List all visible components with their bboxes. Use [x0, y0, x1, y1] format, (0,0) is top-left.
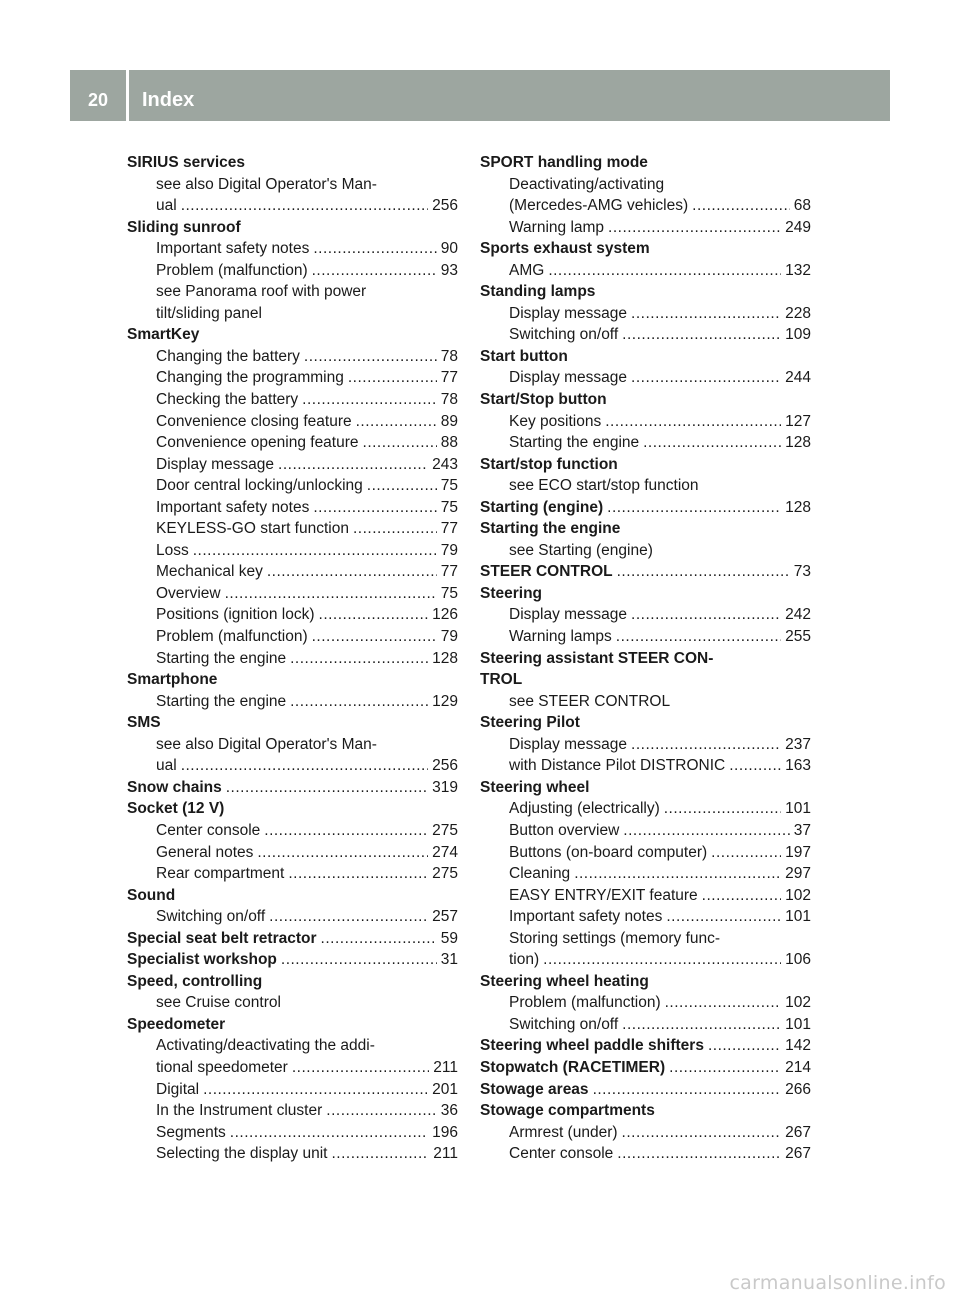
page-reference[interactable]: 109	[785, 326, 811, 344]
index-subentry	[480, 734, 811, 756]
page-reference[interactable]: 90	[440, 240, 458, 258]
entry-label: Display message	[156, 455, 275, 473]
page-reference[interactable]: 244	[785, 369, 811, 387]
leader-dots	[331, 1143, 429, 1165]
entry-label: Button overview	[509, 821, 620, 839]
entry-label: Convenience opening feature	[156, 434, 359, 452]
index-subentry	[127, 195, 458, 217]
page-reference[interactable]: 197	[785, 843, 811, 861]
page-reference[interactable]: 101	[785, 1015, 811, 1033]
leader-dots	[617, 1143, 781, 1165]
entry-label: Important safety notes	[509, 908, 663, 926]
index-subentry	[127, 432, 458, 454]
entry-label: Door central locking/unlocking	[156, 477, 363, 495]
page-reference[interactable]: 266	[785, 1080, 811, 1098]
entry-label: Adjusting (electrically)	[509, 800, 660, 818]
index-column-left	[127, 152, 458, 1165]
entry-label: ual	[156, 757, 177, 775]
index-subentry: see Starting (engine)	[509, 541, 653, 559]
leader-dots	[225, 583, 437, 605]
index-heading: Start/stop function	[480, 455, 618, 473]
index-subentry	[480, 303, 811, 325]
leader-dots	[290, 691, 428, 713]
entry-label: ual	[156, 197, 177, 215]
index-subentry	[480, 324, 811, 346]
index-heading-entry	[127, 949, 458, 971]
index-subentry	[127, 583, 458, 605]
page-number: 20	[87, 90, 109, 110]
leader-dots	[230, 1122, 428, 1144]
index-subentry	[480, 411, 811, 433]
index-heading: Steering	[480, 584, 543, 602]
leader-dots	[312, 260, 437, 282]
index-heading: SmartKey	[127, 326, 200, 344]
index-heading-entry	[127, 928, 458, 950]
leader-dots	[664, 798, 781, 820]
leader-dots	[543, 949, 781, 971]
leader-dots	[631, 734, 781, 756]
leader-dots	[608, 217, 781, 239]
index-subentry	[127, 626, 458, 648]
leader-dots	[643, 432, 781, 454]
page-reference[interactable]: 79	[440, 541, 458, 559]
entry-label: Checking the battery	[156, 391, 299, 409]
index-heading-entry	[480, 561, 811, 583]
leader-dots	[363, 432, 437, 454]
index-heading: Sports exhaust system	[480, 240, 650, 258]
index-subentry: see Panorama roof with power	[156, 283, 367, 301]
page-reference[interactable]: 249	[785, 218, 811, 236]
page-reference[interactable]: 106	[785, 951, 811, 969]
index-subentry	[127, 1057, 458, 1079]
index-heading: Start/Stop button	[480, 391, 607, 409]
index-subentry	[480, 626, 811, 648]
leader-dots	[226, 777, 428, 799]
entry-label: with Distance Pilot DISTRONIC	[509, 757, 726, 775]
index-heading: Starting the engine	[480, 520, 621, 538]
index-subentry	[480, 217, 811, 239]
index-subentry	[127, 518, 458, 540]
entry-label: Starting the engine	[509, 434, 640, 452]
page-reference[interactable]: 78	[440, 347, 458, 365]
entry-label: Mechanical key	[156, 563, 263, 581]
page-reference[interactable]: 128	[785, 434, 811, 452]
leader-dots	[631, 367, 781, 389]
index-subentry	[127, 497, 458, 519]
index-subentry	[480, 906, 811, 928]
index-subentry: Activating/deactivating the addi-	[156, 1037, 375, 1055]
index-subentry	[480, 367, 811, 389]
page-reference[interactable]: 274	[432, 843, 458, 861]
page-reference[interactable]: 256	[432, 197, 458, 215]
page-reference[interactable]: 196	[432, 1123, 458, 1141]
index-subentry	[127, 1122, 458, 1144]
index-heading: Sound	[127, 886, 176, 904]
index-subentry	[480, 432, 811, 454]
index-subentry: see also Digital Operator's Man-	[156, 735, 377, 753]
index-subentry	[127, 260, 458, 282]
leader-dots	[257, 842, 428, 864]
leader-dots	[290, 648, 428, 670]
entry-label: Problem (malfunction)	[156, 628, 308, 646]
page-reference[interactable]: 37	[793, 821, 811, 839]
index-subentry	[480, 949, 811, 971]
leader-dots	[281, 949, 437, 971]
entry-label: Digital	[156, 1080, 200, 1098]
entry-label: Center console	[509, 1145, 614, 1163]
leader-dots	[353, 518, 437, 540]
index-heading: TROL	[480, 671, 523, 689]
index-subentry	[480, 1143, 811, 1165]
entry-label: Display message	[509, 606, 628, 624]
index-heading: Sliding sunroof	[127, 218, 241, 236]
leader-dots	[666, 906, 781, 928]
leader-dots	[292, 1057, 429, 1079]
entry-label: Changing the programming	[156, 369, 344, 387]
entry-label: Armrest (under)	[509, 1123, 618, 1141]
page-reference[interactable]: 31	[440, 951, 458, 969]
index-subentry	[127, 863, 458, 885]
page-reference[interactable]: 78	[440, 391, 458, 409]
page-reference[interactable]: 75	[440, 477, 458, 495]
entry-label: AMG	[509, 261, 545, 279]
index-heading: Speedometer	[127, 1015, 226, 1033]
leader-dots	[548, 260, 781, 282]
index-subentry	[480, 863, 811, 885]
index-subentry	[127, 475, 458, 497]
entry-label: Snow chains	[127, 778, 222, 796]
section-title: Index	[142, 89, 195, 111]
leader-dots	[605, 411, 781, 433]
page-reference[interactable]: 201	[432, 1080, 458, 1098]
page-reference[interactable]: 77	[440, 520, 458, 538]
index-subentry: Storing settings (memory func-	[509, 929, 721, 947]
leader-dots	[278, 454, 428, 476]
leader-dots	[319, 604, 429, 626]
entry-label: Switching on/off	[509, 1015, 619, 1033]
index-heading: SIRIUS services	[127, 154, 246, 171]
page-reference[interactable]: 102	[785, 886, 811, 904]
watermark: carmanualsonline.info	[729, 1272, 946, 1294]
page-reference[interactable]: 267	[785, 1145, 811, 1163]
entry-label: Warning lamp	[509, 218, 605, 236]
entry-label: Rear compartment	[156, 865, 285, 883]
leader-dots	[264, 820, 428, 842]
leader-dots	[711, 842, 781, 864]
index-subentry: see also Digital Operator's Man-	[156, 175, 377, 193]
page-reference[interactable]: 73	[793, 563, 811, 581]
page-reference[interactable]: 214	[785, 1058, 811, 1076]
entry-label: In the Instrument cluster	[156, 1102, 323, 1120]
index-heading: Steering assistant STEER CON-	[480, 649, 714, 667]
page-reference[interactable]: 275	[432, 865, 458, 883]
index-subentry: see Cruise control	[156, 994, 281, 1012]
entry-label: Overview	[156, 584, 221, 602]
leader-dots	[617, 561, 790, 583]
entry-label: Changing the battery	[156, 347, 300, 365]
page-reference[interactable]: 126	[432, 606, 458, 624]
index-subentry: tilt/sliding panel	[156, 304, 262, 322]
entry-label: General notes	[156, 843, 254, 861]
page-reference[interactable]: 256	[432, 757, 458, 775]
leader-dots	[181, 755, 428, 777]
entry-label: (Mercedes-AMG vehicles)	[509, 197, 689, 215]
leader-dots	[622, 1014, 781, 1036]
leader-dots	[593, 1079, 782, 1101]
leader-dots	[313, 238, 436, 260]
page-reference[interactable]: 75	[440, 584, 458, 602]
entry-label: Starting the engine	[156, 692, 287, 710]
index-subentry	[480, 195, 811, 217]
leader-dots	[181, 195, 428, 217]
page-reference[interactable]: 59	[440, 929, 458, 947]
leader-dots	[665, 992, 782, 1014]
entry-label: Switching on/off	[156, 908, 266, 926]
index-subentry	[127, 604, 458, 626]
page-reference[interactable]: 36	[440, 1102, 458, 1120]
index-subentry	[127, 389, 458, 411]
leader-dots	[631, 303, 781, 325]
entry-label: Important safety notes	[156, 240, 310, 258]
index-subentry	[127, 561, 458, 583]
index-subentry	[480, 755, 811, 777]
leader-dots	[203, 1079, 428, 1101]
index-subentry	[480, 604, 811, 626]
page-reference[interactable]: 211	[433, 1058, 458, 1076]
index-heading: SPORT handling mode	[480, 154, 648, 171]
header-divider	[126, 70, 129, 121]
leader-dots	[302, 389, 437, 411]
page-reference[interactable]: 142	[785, 1037, 811, 1055]
page-reference[interactable]: 267	[785, 1123, 811, 1141]
leader-dots	[326, 1100, 436, 1122]
entry-label: Special seat belt retractor	[127, 929, 317, 947]
entry-label: Important safety notes	[156, 498, 310, 516]
page-reference[interactable]: 319	[432, 778, 458, 796]
entry-label: tional speedometer	[156, 1058, 288, 1076]
page-reference[interactable]: 88	[440, 434, 458, 452]
leader-dots	[348, 367, 437, 389]
page-reference[interactable]: 89	[440, 412, 458, 430]
page-reference[interactable]: 237	[785, 735, 811, 753]
entry-label: STEER CONTROL	[480, 563, 613, 581]
index-subentry	[480, 992, 811, 1014]
index-subentry	[480, 885, 811, 907]
page-reference[interactable]: 255	[785, 628, 811, 646]
page-reference[interactable]: 132	[785, 261, 811, 279]
page-reference[interactable]: 163	[785, 757, 811, 775]
entry-label: tion)	[509, 951, 540, 969]
index-subentry	[127, 346, 458, 368]
index-column-right	[480, 152, 811, 1165]
leader-dots	[607, 497, 781, 519]
entry-label: Loss	[156, 541, 189, 559]
leader-dots	[616, 626, 781, 648]
page-reference[interactable]: 77	[440, 563, 458, 581]
index-subentry	[480, 798, 811, 820]
index-subentry	[127, 842, 458, 864]
page-header	[70, 70, 890, 121]
page-reference[interactable]: 297	[785, 865, 811, 883]
leader-dots	[304, 346, 437, 368]
index-subentry	[127, 454, 458, 476]
index-subentry: see ECO start/stop function	[509, 477, 699, 495]
index-heading: Stowage compartments	[480, 1102, 655, 1120]
leader-dots	[729, 755, 781, 777]
leader-dots	[622, 324, 781, 346]
entry-label: Positions (ignition lock)	[156, 606, 315, 624]
entry-label: KEYLESS-GO start function	[156, 520, 349, 538]
entry-label: Buttons (on-board computer)	[509, 843, 708, 861]
entry-label: Display message	[509, 369, 628, 387]
index-heading: Socket (12 V)	[127, 800, 225, 818]
index-subentry	[127, 691, 458, 713]
leader-dots	[313, 497, 436, 519]
entry-label: Cleaning	[509, 865, 571, 883]
page-reference[interactable]: 129	[432, 692, 458, 710]
leader-dots	[267, 561, 437, 583]
page-reference[interactable]: 101	[785, 908, 811, 926]
leader-dots	[702, 885, 781, 907]
entry-label: Starting the engine	[156, 649, 287, 667]
index-subentry: see STEER CONTROL	[509, 692, 671, 710]
page-reference[interactable]: 75	[440, 498, 458, 516]
page-reference[interactable]: 128	[432, 649, 458, 667]
page-reference[interactable]: 243	[432, 455, 458, 473]
leader-dots	[708, 1035, 781, 1057]
page-reference[interactable]: 128	[785, 498, 811, 516]
index-subentry	[480, 1122, 811, 1144]
entry-label: Starting (engine)	[480, 498, 604, 516]
leader-dots	[623, 820, 789, 842]
entry-label: Stopwatch (RACETIMER)	[480, 1058, 666, 1076]
leader-dots	[622, 1122, 782, 1144]
index-subentry	[127, 755, 458, 777]
entry-label: Center console	[156, 821, 261, 839]
entry-label: Switching on/off	[509, 326, 619, 344]
index-subentry	[127, 1143, 458, 1165]
index-heading-entry	[480, 1057, 811, 1079]
index-subentry: Deactivating/activating	[509, 175, 665, 193]
leader-dots	[356, 411, 437, 433]
leader-dots	[669, 1057, 781, 1079]
entry-label: Selecting the display unit	[156, 1145, 328, 1163]
leader-dots	[574, 863, 781, 885]
page-reference[interactable]: 242	[785, 606, 811, 624]
index-subentry	[127, 906, 458, 928]
index-heading: Steering wheel	[480, 778, 590, 796]
leader-dots	[321, 928, 437, 950]
page-reference[interactable]: 79	[440, 628, 458, 646]
index-subentry	[127, 367, 458, 389]
entry-label: Segments	[156, 1123, 226, 1141]
page-reference[interactable]: 211	[433, 1145, 458, 1163]
page-reference[interactable]: 93	[440, 261, 458, 279]
page-reference[interactable]: 127	[785, 412, 811, 430]
page-reference[interactable]: 102	[785, 994, 811, 1012]
index-subentry	[480, 820, 811, 842]
index-heading: Standing lamps	[480, 283, 596, 301]
entry-label: Problem (malfunction)	[509, 994, 661, 1012]
index-subentry	[127, 411, 458, 433]
index-subentry	[127, 238, 458, 260]
index-heading: Smartphone	[127, 671, 218, 689]
index-subentry	[480, 842, 811, 864]
index-subentry	[127, 1079, 458, 1101]
index-heading: Steering wheel heating	[480, 972, 649, 990]
leader-dots	[193, 540, 437, 562]
index-heading: Start button	[480, 347, 568, 365]
leader-dots	[312, 626, 437, 648]
leader-dots	[288, 863, 428, 885]
page-reference[interactable]: 228	[785, 304, 811, 322]
leader-dots	[631, 604, 781, 626]
entry-label: EASY ENTRY/EXIT feature	[509, 886, 698, 904]
entry-label: Steering wheel paddle shifters	[480, 1037, 704, 1055]
index-subentry	[480, 260, 811, 282]
index-heading: SMS	[127, 714, 161, 732]
entry-label: Problem (malfunction)	[156, 261, 308, 279]
index-heading: Speed, controlling	[127, 972, 263, 990]
index-subentry	[127, 820, 458, 842]
page-reference[interactable]: 257	[432, 908, 458, 926]
page-reference[interactable]: 101	[785, 800, 811, 818]
entry-label: Specialist workshop	[127, 951, 277, 969]
entry-label: Display message	[509, 304, 628, 322]
entry-label: Convenience closing feature	[156, 412, 352, 430]
index-heading-entry	[480, 1035, 811, 1057]
page-reference[interactable]: 68	[793, 197, 811, 215]
entry-label: Key positions	[509, 412, 602, 430]
index-subentry	[127, 648, 458, 670]
index-subentry	[480, 1014, 811, 1036]
page-reference[interactable]: 275	[432, 821, 458, 839]
entry-label: Warning lamps	[509, 628, 612, 646]
page-reference[interactable]: 77	[440, 369, 458, 387]
index-subentry	[127, 540, 458, 562]
index-subentry	[127, 1100, 458, 1122]
leader-dots	[692, 195, 790, 217]
leader-dots	[269, 906, 428, 928]
index-heading-entry	[480, 1079, 811, 1101]
index-heading-entry	[127, 777, 458, 799]
entry-label: Stowage areas	[480, 1080, 589, 1098]
entry-label: Display message	[509, 735, 628, 753]
index-heading-entry	[480, 497, 811, 519]
index-heading: Steering Pilot	[480, 714, 580, 732]
leader-dots	[367, 475, 437, 497]
